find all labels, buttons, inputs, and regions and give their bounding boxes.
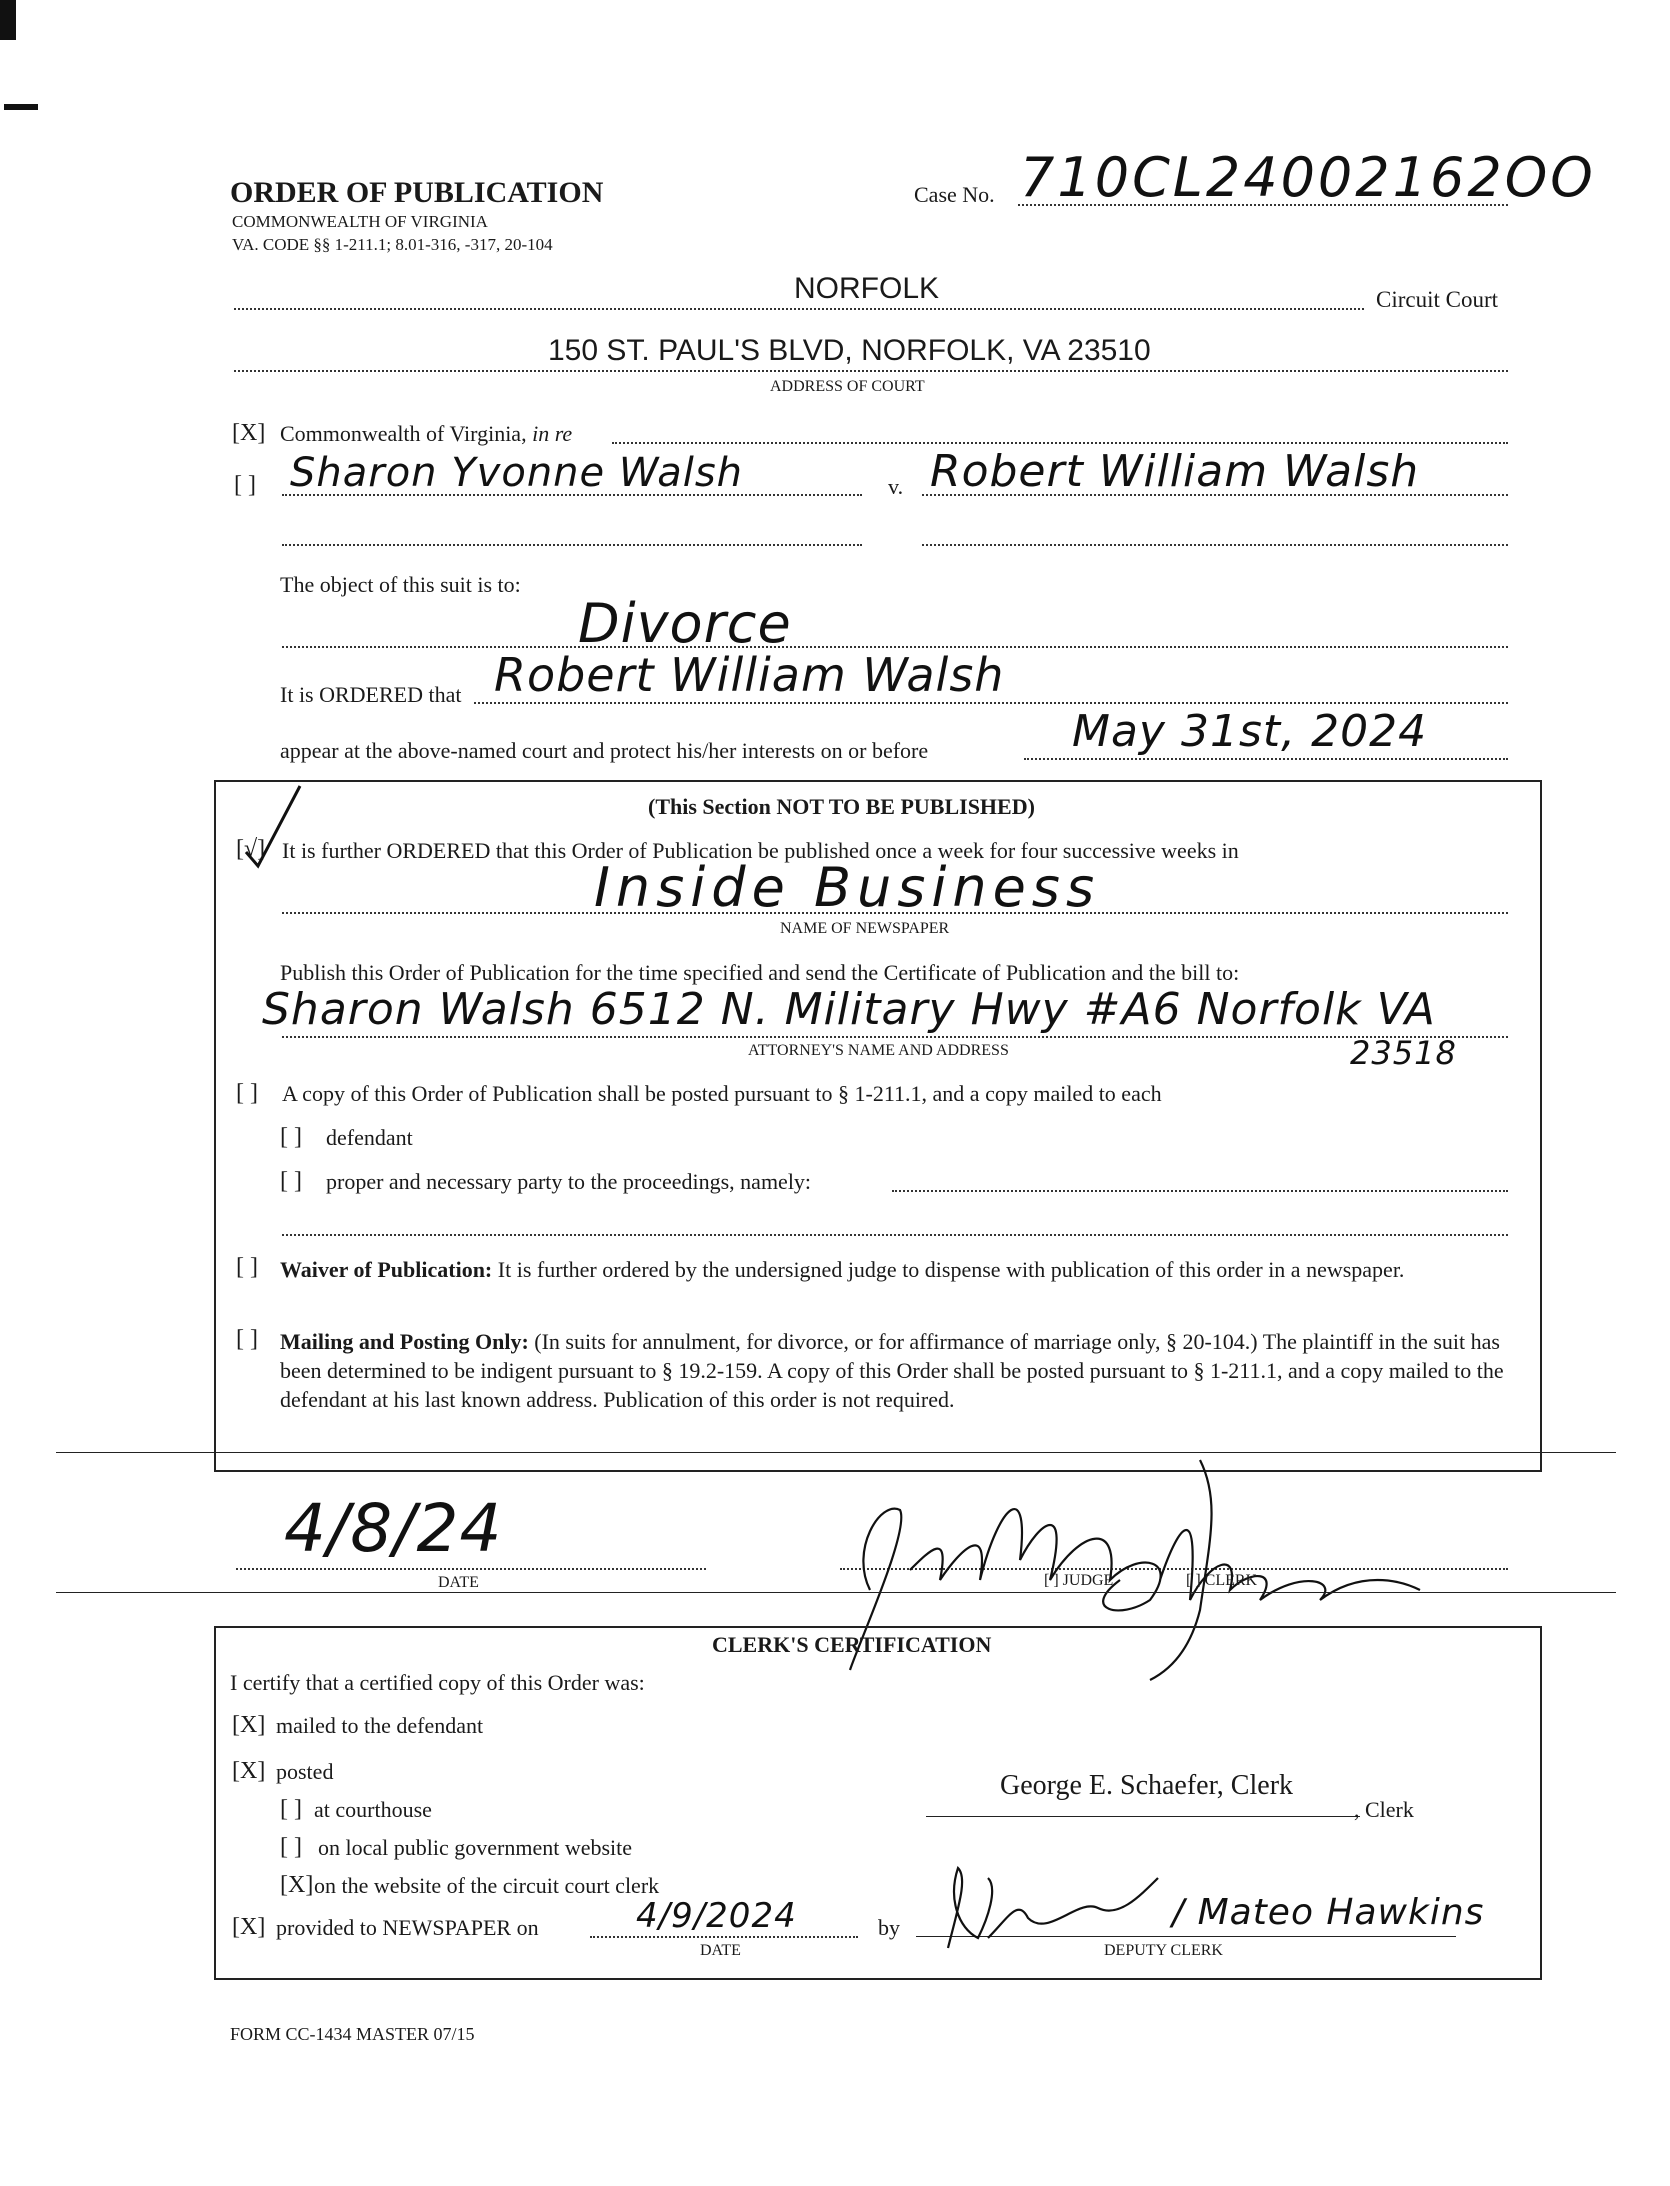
appear-label: appear at the above-named court and protect his/her interests on or before <box>280 738 929 763</box>
commonwealth-checkbox[interactable]: [X] <box>232 420 266 446</box>
deputy-name: / Mateo Hawkins <box>1172 1892 1485 1933</box>
publish-text: It is further ORDERED that this Order of Publication be published once a week for four successive weeks in <box>282 838 1239 863</box>
posted-cert-checkbox[interactable]: [X] <box>232 1758 266 1784</box>
form-title: ORDER OF PUBLICATION <box>230 176 604 209</box>
clerk-name: George E. Schaefer, Clerk <box>1000 1770 1294 1801</box>
court-address-line <box>234 370 1508 372</box>
order-date-caption: DATE <box>438 1574 479 1591</box>
signature-bottom-rule <box>56 1592 1616 1593</box>
court-address: 150 ST. PAUL'S BLVD, NORFOLK, VA 23510 <box>548 334 1151 367</box>
mailing-title: Mailing and Posting Only: <box>280 1329 529 1354</box>
posted-cert-text: posted <box>276 1759 334 1784</box>
scan-mark <box>4 104 38 110</box>
case-number-label: Case No. <box>914 182 995 207</box>
commonwealth-text: Commonwealth of Virginia, <box>280 421 527 446</box>
clerk-suffix: , Clerk <box>1354 1797 1414 1822</box>
attorney-line <box>282 1036 1508 1038</box>
clerk-name-line <box>926 1816 1360 1817</box>
posted-text: A copy of this Order of Publication shall be posted pursuant to § 1-211.1, and a copy mailed to each <box>282 1081 1162 1106</box>
judge-checkbox-label[interactable]: [ ] JUDGE <box>1044 1572 1114 1589</box>
newspaper-date-caption: DATE <box>700 1942 741 1959</box>
newspaper-date-line <box>590 1936 858 1938</box>
attorney-zip: 23518 <box>1350 1034 1457 1072</box>
waiver-checkbox[interactable]: [ ] <box>236 1254 258 1280</box>
order-date: 4/8/24 <box>284 1490 503 1567</box>
courthouse-text: at courthouse <box>314 1797 432 1822</box>
clerk-site-text: on the website of the circuit court clerk <box>314 1873 660 1898</box>
defendant-name: Robert William Walsh <box>930 446 1420 497</box>
in-re-line <box>612 442 1508 444</box>
attorney-caption: ATTORNEY'S NAME AND ADDRESS <box>748 1042 1009 1059</box>
courthouse-checkbox[interactable]: [ ] <box>280 1796 302 1822</box>
case-number-value: 710CL24002162OO <box>1020 146 1596 209</box>
send-text: Publish this Order of Publication for the time specified and send the Certificate of Publication and the bill to: <box>280 960 1240 985</box>
parties-extra-line-left <box>282 544 862 546</box>
date-line <box>236 1568 706 1570</box>
certification-intro: I certify that a certified copy of this Order was: <box>230 1670 645 1695</box>
ordered-line <box>474 702 1508 704</box>
waiver-paragraph <box>280 1255 1510 1284</box>
appear-line <box>1024 758 1508 760</box>
commonwealth-in-re-label <box>280 421 572 447</box>
plaintiff-name: Sharon Yvonne Walsh <box>290 450 744 496</box>
attorney-address: Sharon Walsh 6512 N. Military Hwy #A6 Norfolk VA <box>262 984 1436 1035</box>
party-checkbox[interactable]: [ ] <box>280 1168 302 1194</box>
party-text: proper and necessary party to the proceedings, namely: <box>326 1169 812 1194</box>
party-checkbox[interactable]: [ ] <box>234 472 256 498</box>
newspaper-name: Inside Business <box>594 856 1101 919</box>
newspaper-cert-text: provided to NEWSPAPER on <box>276 1915 539 1940</box>
newspaper-cert-checkbox[interactable]: [X] <box>232 1914 266 1940</box>
appear-date: May 31st, 2024 <box>1072 706 1428 757</box>
defendant-checkbox[interactable]: [ ] <box>280 1124 302 1150</box>
party-line <box>892 1190 1508 1192</box>
mailing-text: (In suits for annulment, for divorce, or for affirmance of marriage only, § 20-104.) The plaintiff in the suit has been determined to be indigent pursuant to § 19.2-159. A copy of this Order shall be posted pursuant to § 1-211.1, and a copy mailed to the defendant at his last known address. Publication of this order is not required. <box>280 1329 1504 1412</box>
court-name-line <box>234 308 1364 310</box>
website-checkbox[interactable]: [ ] <box>280 1834 302 1860</box>
object-label: The object of this suit is to: <box>280 572 521 597</box>
form-id: FORM CC-1434 MASTER 07/15 <box>230 2024 475 2044</box>
unpublished-heading: (This Section NOT TO BE PUBLISHED) <box>648 794 1035 819</box>
clerk-checkbox-label[interactable]: [ ] CLERK <box>1186 1572 1258 1589</box>
code-reference: VA. CODE §§ 1-211.1; 8.01-316, -317, 20-104 <box>232 235 553 254</box>
object-value: Divorce <box>578 592 792 655</box>
address-caption: ADDRESS OF COURT <box>770 378 925 395</box>
newspaper-caption: NAME OF NEWSPAPER <box>780 920 950 937</box>
party-line-2 <box>282 1234 1508 1236</box>
by-label: by <box>878 1915 900 1940</box>
in-re-text: in re <box>532 421 573 446</box>
deputy-caption: DEPUTY CLERK <box>1104 1942 1223 1959</box>
mailing-paragraph <box>280 1327 1518 1414</box>
ordered-name: Robert William Walsh <box>494 648 1005 702</box>
website-text: on local public government website <box>318 1835 633 1860</box>
mailing-checkbox[interactable]: [ ] <box>236 1326 258 1352</box>
commonwealth-label: COMMONWEALTH OF VIRGINIA <box>232 212 488 231</box>
versus-label: v. <box>888 474 904 499</box>
publish-checkbox[interactable]: [√] <box>236 836 266 862</box>
waiver-text: It is further ordered by the undersigned judge to dispense with publication of this order in a newspaper. <box>497 1257 1405 1282</box>
parties-extra-line-right <box>922 544 1508 546</box>
ordered-label: It is ORDERED that <box>280 682 462 707</box>
court-name: NORFOLK <box>794 272 940 305</box>
clerk-site-checkbox[interactable]: [X] <box>280 1872 314 1898</box>
posted-checkbox[interactable]: [ ] <box>236 1080 258 1106</box>
mailed-text: mailed to the defendant <box>276 1713 484 1738</box>
mailed-checkbox[interactable]: [X] <box>232 1712 266 1738</box>
waiver-title: Waiver of Publication: <box>280 1257 493 1282</box>
defendant-text: defendant <box>326 1125 413 1150</box>
scan-mark <box>0 0 16 40</box>
newspaper-date: 4/9/2024 <box>636 1896 797 1936</box>
circuit-court-label: Circuit Court <box>1376 287 1499 312</box>
certification-heading: CLERK'S CERTIFICATION <box>712 1632 992 1657</box>
